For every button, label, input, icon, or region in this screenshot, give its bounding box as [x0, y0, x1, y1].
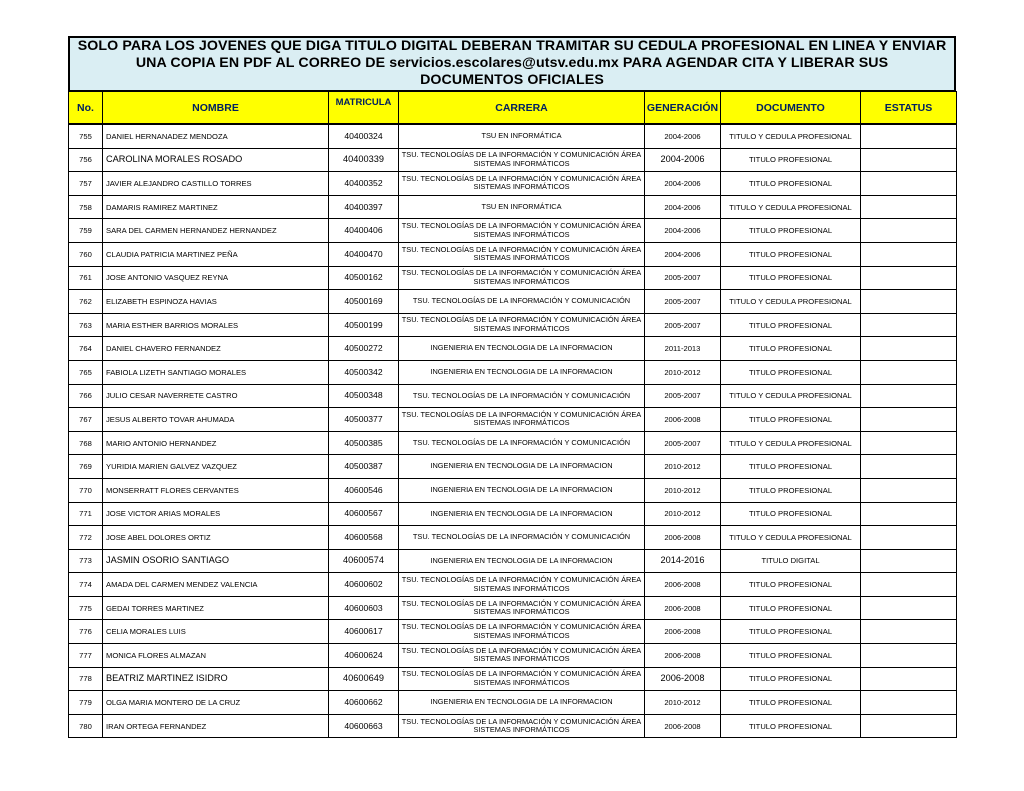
header-no: No. [69, 92, 103, 125]
header-generacion: GENERACIÓN [645, 92, 721, 125]
cell-matricula: 40600663 [329, 714, 399, 738]
cell-documento: TITULO Y CEDULA PROFESIONAL [721, 124, 861, 148]
cell-generacion: 2006-2008 [645, 714, 721, 738]
cell-carrera: TSU. TECNOLOGÍAS DE LA INFORMACIÓN Y COMUNICACIÓN [399, 384, 645, 408]
cell-generacion: 2004-2006 [645, 124, 721, 148]
cell-matricula: 40500387 [329, 455, 399, 479]
table-row [69, 148, 957, 172]
cell-carrera: TSU. TECNOLOGÍAS DE LA INFORMACIÓN Y COMUNICACIÓN ÁREA SISTEMAS INFORMÁTICOS [399, 596, 645, 620]
cell-estatus [861, 408, 957, 432]
cell-documento: TITULO Y CEDULA PROFESIONAL [721, 195, 861, 219]
cell-matricula: 40400324 [329, 124, 399, 148]
cell-nombre: IRAN ORTEGA FERNANDEZ [103, 714, 329, 738]
cell-estatus [861, 148, 957, 172]
cell-estatus [861, 360, 957, 384]
cell-matricula: 40600568 [329, 526, 399, 550]
table-row [69, 431, 957, 455]
cell-no: 767 [69, 408, 103, 432]
cell-generacion: 2010-2012 [645, 502, 721, 526]
table-row [69, 714, 957, 738]
cell-no: 763 [69, 313, 103, 337]
cell-carrera: TSU. TECNOLOGÍAS DE LA INFORMACIÓN Y COMUNICACIÓN ÁREA SISTEMAS INFORMÁTICOS [399, 667, 645, 691]
cell-no: 764 [69, 337, 103, 361]
cell-estatus [861, 667, 957, 691]
cell-generacion: 2006-2008 [645, 408, 721, 432]
cell-no: 772 [69, 526, 103, 550]
header-matricula: MATRICULA [329, 92, 399, 125]
table-row [69, 219, 957, 243]
cell-documento: TITULO PROFESIONAL [721, 172, 861, 196]
cell-nombre: YURIDIA MARIEN GALVEZ VAZQUEZ [103, 455, 329, 479]
cell-generacion: 2005-2007 [645, 266, 721, 290]
table-row [69, 502, 957, 526]
cell-matricula: 40500169 [329, 290, 399, 314]
cell-estatus [861, 195, 957, 219]
cell-no: 759 [69, 219, 103, 243]
cell-carrera: INGENIERIA EN TECNOLOGIA DE LA INFORMACION [399, 455, 645, 479]
cell-documento: TITULO PROFESIONAL [721, 573, 861, 597]
cell-generacion: 2011-2013 [645, 337, 721, 361]
table-row [69, 644, 957, 668]
cell-estatus [861, 172, 957, 196]
cell-carrera: TSU. TECNOLOGÍAS DE LA INFORMACIÓN Y COMUNICACIÓN [399, 290, 645, 314]
cell-nombre: JOSE ABEL DOLORES ORTIZ [103, 526, 329, 550]
cell-matricula: 40500348 [329, 384, 399, 408]
cell-documento: TITULO PROFESIONAL [721, 691, 861, 715]
cell-estatus [861, 620, 957, 644]
cell-nombre: JOSE ANTONIO VASQUEZ REYNA [103, 266, 329, 290]
cell-carrera: TSU. TECNOLOGÍAS DE LA INFORMACIÓN Y COMUNICACIÓN ÁREA SISTEMAS INFORMÁTICOS [399, 644, 645, 668]
cell-documento: TITULO PROFESIONAL [721, 502, 861, 526]
cell-no: 757 [69, 172, 103, 196]
cell-carrera: INGENIERIA EN TECNOLOGIA DE LA INFORMACION [399, 502, 645, 526]
cell-no: 777 [69, 644, 103, 668]
cell-generacion: 2005-2007 [645, 431, 721, 455]
document-sheet [68, 36, 956, 738]
cell-documento: TITULO Y CEDULA PROFESIONAL [721, 384, 861, 408]
cell-no: 773 [69, 549, 103, 573]
table-row [69, 596, 957, 620]
cell-generacion: 2005-2007 [645, 384, 721, 408]
cell-nombre: SARA DEL CARMEN HERNANDEZ HERNANDEZ [103, 219, 329, 243]
cell-no: 770 [69, 478, 103, 502]
cell-documento: TITULO PROFESIONAL [721, 219, 861, 243]
cell-matricula: 40600546 [329, 478, 399, 502]
cell-no: 768 [69, 431, 103, 455]
cell-documento: TITULO PROFESIONAL [721, 455, 861, 479]
cell-generacion: 2005-2007 [645, 313, 721, 337]
cell-documento: TITULO PROFESIONAL [721, 644, 861, 668]
cell-no: 778 [69, 667, 103, 691]
cell-nombre: MONSERRATT FLORES CERVANTES [103, 478, 329, 502]
cell-generacion: 2006-2008 [645, 526, 721, 550]
header-estatus: ESTATUS [861, 92, 957, 125]
cell-no: 776 [69, 620, 103, 644]
cell-estatus [861, 313, 957, 337]
table-row [69, 408, 957, 432]
cell-estatus [861, 124, 957, 148]
graduates-table [68, 91, 957, 738]
table-row [69, 124, 957, 148]
cell-no: 755 [69, 124, 103, 148]
cell-documento: TITULO PROFESIONAL [721, 408, 861, 432]
cell-generacion: 2004-2006 [645, 219, 721, 243]
cell-estatus [861, 455, 957, 479]
cell-carrera: TSU. TECNOLOGÍAS DE LA INFORMACIÓN Y COMUNICACIÓN ÁREA SISTEMAS INFORMÁTICOS [399, 408, 645, 432]
cell-generacion: 2005-2007 [645, 290, 721, 314]
notice-banner [68, 36, 956, 91]
cell-carrera: TSU. TECNOLOGÍAS DE LA INFORMACIÓN Y COMUNICACIÓN ÁREA SISTEMAS INFORMÁTICOS [399, 242, 645, 266]
cell-no: 779 [69, 691, 103, 715]
cell-nombre: MARIA ESTHER BARRIOS MORALES [103, 313, 329, 337]
cell-no: 756 [69, 148, 103, 172]
cell-carrera: INGENIERIA EN TECNOLOGIA DE LA INFORMACION [399, 691, 645, 715]
cell-nombre: DANIEL CHAVERO FERNANDEZ [103, 337, 329, 361]
cell-documento: TITULO PROFESIONAL [721, 478, 861, 502]
cell-estatus [861, 526, 957, 550]
table-row [69, 573, 957, 597]
cell-generacion: 2006-2008 [645, 573, 721, 597]
cell-nombre: CLAUDIA PATRICIA MARTINEZ PEÑA [103, 242, 329, 266]
table-row [69, 266, 957, 290]
notice-line-1: SOLO PARA LOS JOVENES QUE DIGA TITULO DIGITAL DEBERAN TRAMITAR SU CEDULA PROFESIONAL EN LINEA Y ENVIAR [77, 38, 947, 54]
cell-documento: TITULO PROFESIONAL [721, 148, 861, 172]
cell-carrera: TSU. TECNOLOGÍAS DE LA INFORMACIÓN Y COMUNICACIÓN [399, 526, 645, 550]
cell-estatus [861, 549, 957, 573]
cell-generacion: 2006-2008 [645, 644, 721, 668]
cell-nombre: ELIZABETH ESPINOZA HAVIAS [103, 290, 329, 314]
table-body [69, 124, 957, 738]
cell-carrera: TSU EN INFORMÁTICA [399, 195, 645, 219]
cell-documento: TITULO PROFESIONAL [721, 266, 861, 290]
cell-documento: TITULO PROFESIONAL [721, 313, 861, 337]
cell-nombre: AMADA DEL CARMEN MENDEZ VALENCIA [103, 573, 329, 597]
header-documento: DOCUMENTO [721, 92, 861, 125]
cell-documento: TITULO PROFESIONAL [721, 360, 861, 384]
cell-no: 775 [69, 596, 103, 620]
cell-nombre: FABIOLA LIZETH SANTIAGO MORALES [103, 360, 329, 384]
cell-nombre: MARIO ANTONIO HERNANDEZ [103, 431, 329, 455]
table-row [69, 455, 957, 479]
cell-nombre: CELIA MORALES LUIS [103, 620, 329, 644]
cell-documento: TITULO PROFESIONAL [721, 242, 861, 266]
cell-estatus [861, 644, 957, 668]
cell-carrera: INGENIERIA EN TECNOLOGIA DE LA INFORMACION [399, 478, 645, 502]
cell-matricula: 40600574 [329, 549, 399, 573]
table-row [69, 478, 957, 502]
cell-matricula: 40500385 [329, 431, 399, 455]
cell-documento: TITULO PROFESIONAL [721, 714, 861, 738]
cell-estatus [861, 290, 957, 314]
cell-nombre: JESUS ALBERTO TOVAR AHUMADA [103, 408, 329, 432]
cell-documento: TITULO Y CEDULA PROFESIONAL [721, 290, 861, 314]
table-row [69, 526, 957, 550]
cell-nombre: DANIEL HERNANADEZ MENDOZA [103, 124, 329, 148]
table-row [69, 691, 957, 715]
cell-estatus [861, 691, 957, 715]
cell-documento: TITULO PROFESIONAL [721, 337, 861, 361]
cell-generacion: 2006-2008 [645, 596, 721, 620]
cell-nombre: JULIO CESAR NAVERRETE CASTRO [103, 384, 329, 408]
cell-nombre: BEATRIZ MARTINEZ ISIDRO [103, 667, 329, 691]
cell-documento: TITULO PROFESIONAL [721, 596, 861, 620]
cell-nombre: JASMIN OSORIO SANTIAGO [103, 549, 329, 573]
cell-carrera: TSU. TECNOLOGÍAS DE LA INFORMACIÓN Y COMUNICACIÓN ÁREA SISTEMAS INFORMÁTICOS [399, 172, 645, 196]
cell-documento: TITULO Y CEDULA PROFESIONAL [721, 431, 861, 455]
cell-matricula: 40400352 [329, 172, 399, 196]
cell-no: 765 [69, 360, 103, 384]
cell-estatus [861, 714, 957, 738]
cell-generacion: 2014-2016 [645, 549, 721, 573]
notice-line-2: UNA COPIA EN PDF AL CORREO DE servicios.escolares@utsv.edu.mx PARA AGENDAR CITA Y LIBERAR SUS [135, 55, 889, 71]
cell-generacion: 2010-2012 [645, 455, 721, 479]
cell-matricula: 40400339 [329, 148, 399, 172]
table-row [69, 337, 957, 361]
cell-estatus [861, 266, 957, 290]
cell-generacion: 2006-2008 [645, 667, 721, 691]
table-row [69, 620, 957, 644]
cell-generacion: 2004-2006 [645, 172, 721, 196]
cell-nombre: MONICA FLORES ALMAZAN [103, 644, 329, 668]
table-row [69, 549, 957, 573]
cell-carrera: TSU. TECNOLOGÍAS DE LA INFORMACIÓN Y COMUNICACIÓN ÁREA SISTEMAS INFORMÁTICOS [399, 714, 645, 738]
cell-documento: TITULO PROFESIONAL [721, 667, 861, 691]
cell-generacion: 2010-2012 [645, 360, 721, 384]
cell-generacion: 2006-2008 [645, 620, 721, 644]
cell-nombre: JAVIER ALEJANDRO CASTILLO TORRES [103, 172, 329, 196]
cell-nombre: GEDAI TORRES MARTINEZ [103, 596, 329, 620]
cell-no: 758 [69, 195, 103, 219]
header-carrera: CARRERA [399, 92, 645, 125]
cell-matricula: 40600603 [329, 596, 399, 620]
cell-estatus [861, 502, 957, 526]
cell-matricula: 40500272 [329, 337, 399, 361]
cell-carrera: TSU. TECNOLOGÍAS DE LA INFORMACIÓN Y COMUNICACIÓN ÁREA SISTEMAS INFORMÁTICOS [399, 148, 645, 172]
notice-line-3: DOCUMENTOS OFICIALES [420, 72, 604, 88]
cell-matricula: 40500199 [329, 313, 399, 337]
header-row [69, 92, 957, 125]
table-header [69, 92, 957, 125]
cell-matricula: 40600602 [329, 573, 399, 597]
table-row [69, 242, 957, 266]
cell-documento: TITULO DIGITAL [721, 549, 861, 573]
cell-carrera: INGENIERIA EN TECNOLOGIA DE LA INFORMACION [399, 337, 645, 361]
table-row [69, 360, 957, 384]
cell-carrera: INGENIERIA EN TECNOLOGIA DE LA INFORMACION [399, 549, 645, 573]
cell-matricula: 40600624 [329, 644, 399, 668]
cell-no: 762 [69, 290, 103, 314]
cell-carrera: INGENIERIA EN TECNOLOGIA DE LA INFORMACION [399, 360, 645, 384]
cell-generacion: 2004-2006 [645, 242, 721, 266]
cell-documento: TITULO Y CEDULA PROFESIONAL [721, 526, 861, 550]
cell-no: 761 [69, 266, 103, 290]
cell-matricula: 40400397 [329, 195, 399, 219]
cell-generacion: 2010-2012 [645, 691, 721, 715]
table-row [69, 667, 957, 691]
cell-carrera: TSU. TECNOLOGÍAS DE LA INFORMACIÓN Y COMUNICACIÓN ÁREA SISTEMAS INFORMÁTICOS [399, 313, 645, 337]
cell-nombre: JOSE VICTOR ARIAS MORALES [103, 502, 329, 526]
cell-matricula: 40500377 [329, 408, 399, 432]
cell-generacion: 2004-2006 [645, 148, 721, 172]
cell-no: 760 [69, 242, 103, 266]
cell-carrera: TSU. TECNOLOGÍAS DE LA INFORMACIÓN Y COMUNICACIÓN ÁREA SISTEMAS INFORMÁTICOS [399, 266, 645, 290]
cell-estatus [861, 431, 957, 455]
table-row [69, 172, 957, 196]
cell-matricula: 40500342 [329, 360, 399, 384]
cell-estatus [861, 478, 957, 502]
cell-matricula: 40400406 [329, 219, 399, 243]
cell-estatus [861, 384, 957, 408]
cell-estatus [861, 219, 957, 243]
cell-nombre: DAMARIS RAMIREZ MARTINEZ [103, 195, 329, 219]
cell-estatus [861, 337, 957, 361]
cell-nombre: OLGA MARIA MONTERO DE LA CRUZ [103, 691, 329, 715]
cell-estatus [861, 596, 957, 620]
cell-matricula: 40400470 [329, 242, 399, 266]
cell-carrera: TSU. TECNOLOGÍAS DE LA INFORMACIÓN Y COMUNICACIÓN [399, 431, 645, 455]
cell-carrera: TSU. TECNOLOGÍAS DE LA INFORMACIÓN Y COMUNICACIÓN ÁREA SISTEMAS INFORMÁTICOS [399, 219, 645, 243]
cell-matricula: 40600567 [329, 502, 399, 526]
table-row [69, 384, 957, 408]
cell-matricula: 40600617 [329, 620, 399, 644]
cell-matricula: 40500162 [329, 266, 399, 290]
cell-carrera: TSU EN INFORMÁTICA [399, 124, 645, 148]
cell-no: 771 [69, 502, 103, 526]
cell-matricula: 40600662 [329, 691, 399, 715]
cell-estatus [861, 573, 957, 597]
cell-estatus [861, 242, 957, 266]
cell-carrera: TSU. TECNOLOGÍAS DE LA INFORMACIÓN Y COMUNICACIÓN ÁREA SISTEMAS INFORMÁTICOS [399, 620, 645, 644]
cell-matricula: 40600649 [329, 667, 399, 691]
cell-no: 774 [69, 573, 103, 597]
cell-generacion: 2004-2006 [645, 195, 721, 219]
cell-no: 766 [69, 384, 103, 408]
cell-carrera: TSU. TECNOLOGÍAS DE LA INFORMACIÓN Y COMUNICACIÓN ÁREA SISTEMAS INFORMÁTICOS [399, 573, 645, 597]
cell-documento: TITULO PROFESIONAL [721, 620, 861, 644]
cell-no: 780 [69, 714, 103, 738]
cell-nombre: CAROLINA MORALES ROSADO [103, 148, 329, 172]
header-nombre: NOMBRE [103, 92, 329, 125]
table-row [69, 313, 957, 337]
table-row [69, 195, 957, 219]
table-row [69, 290, 957, 314]
cell-generacion: 2010-2012 [645, 478, 721, 502]
cell-no: 769 [69, 455, 103, 479]
